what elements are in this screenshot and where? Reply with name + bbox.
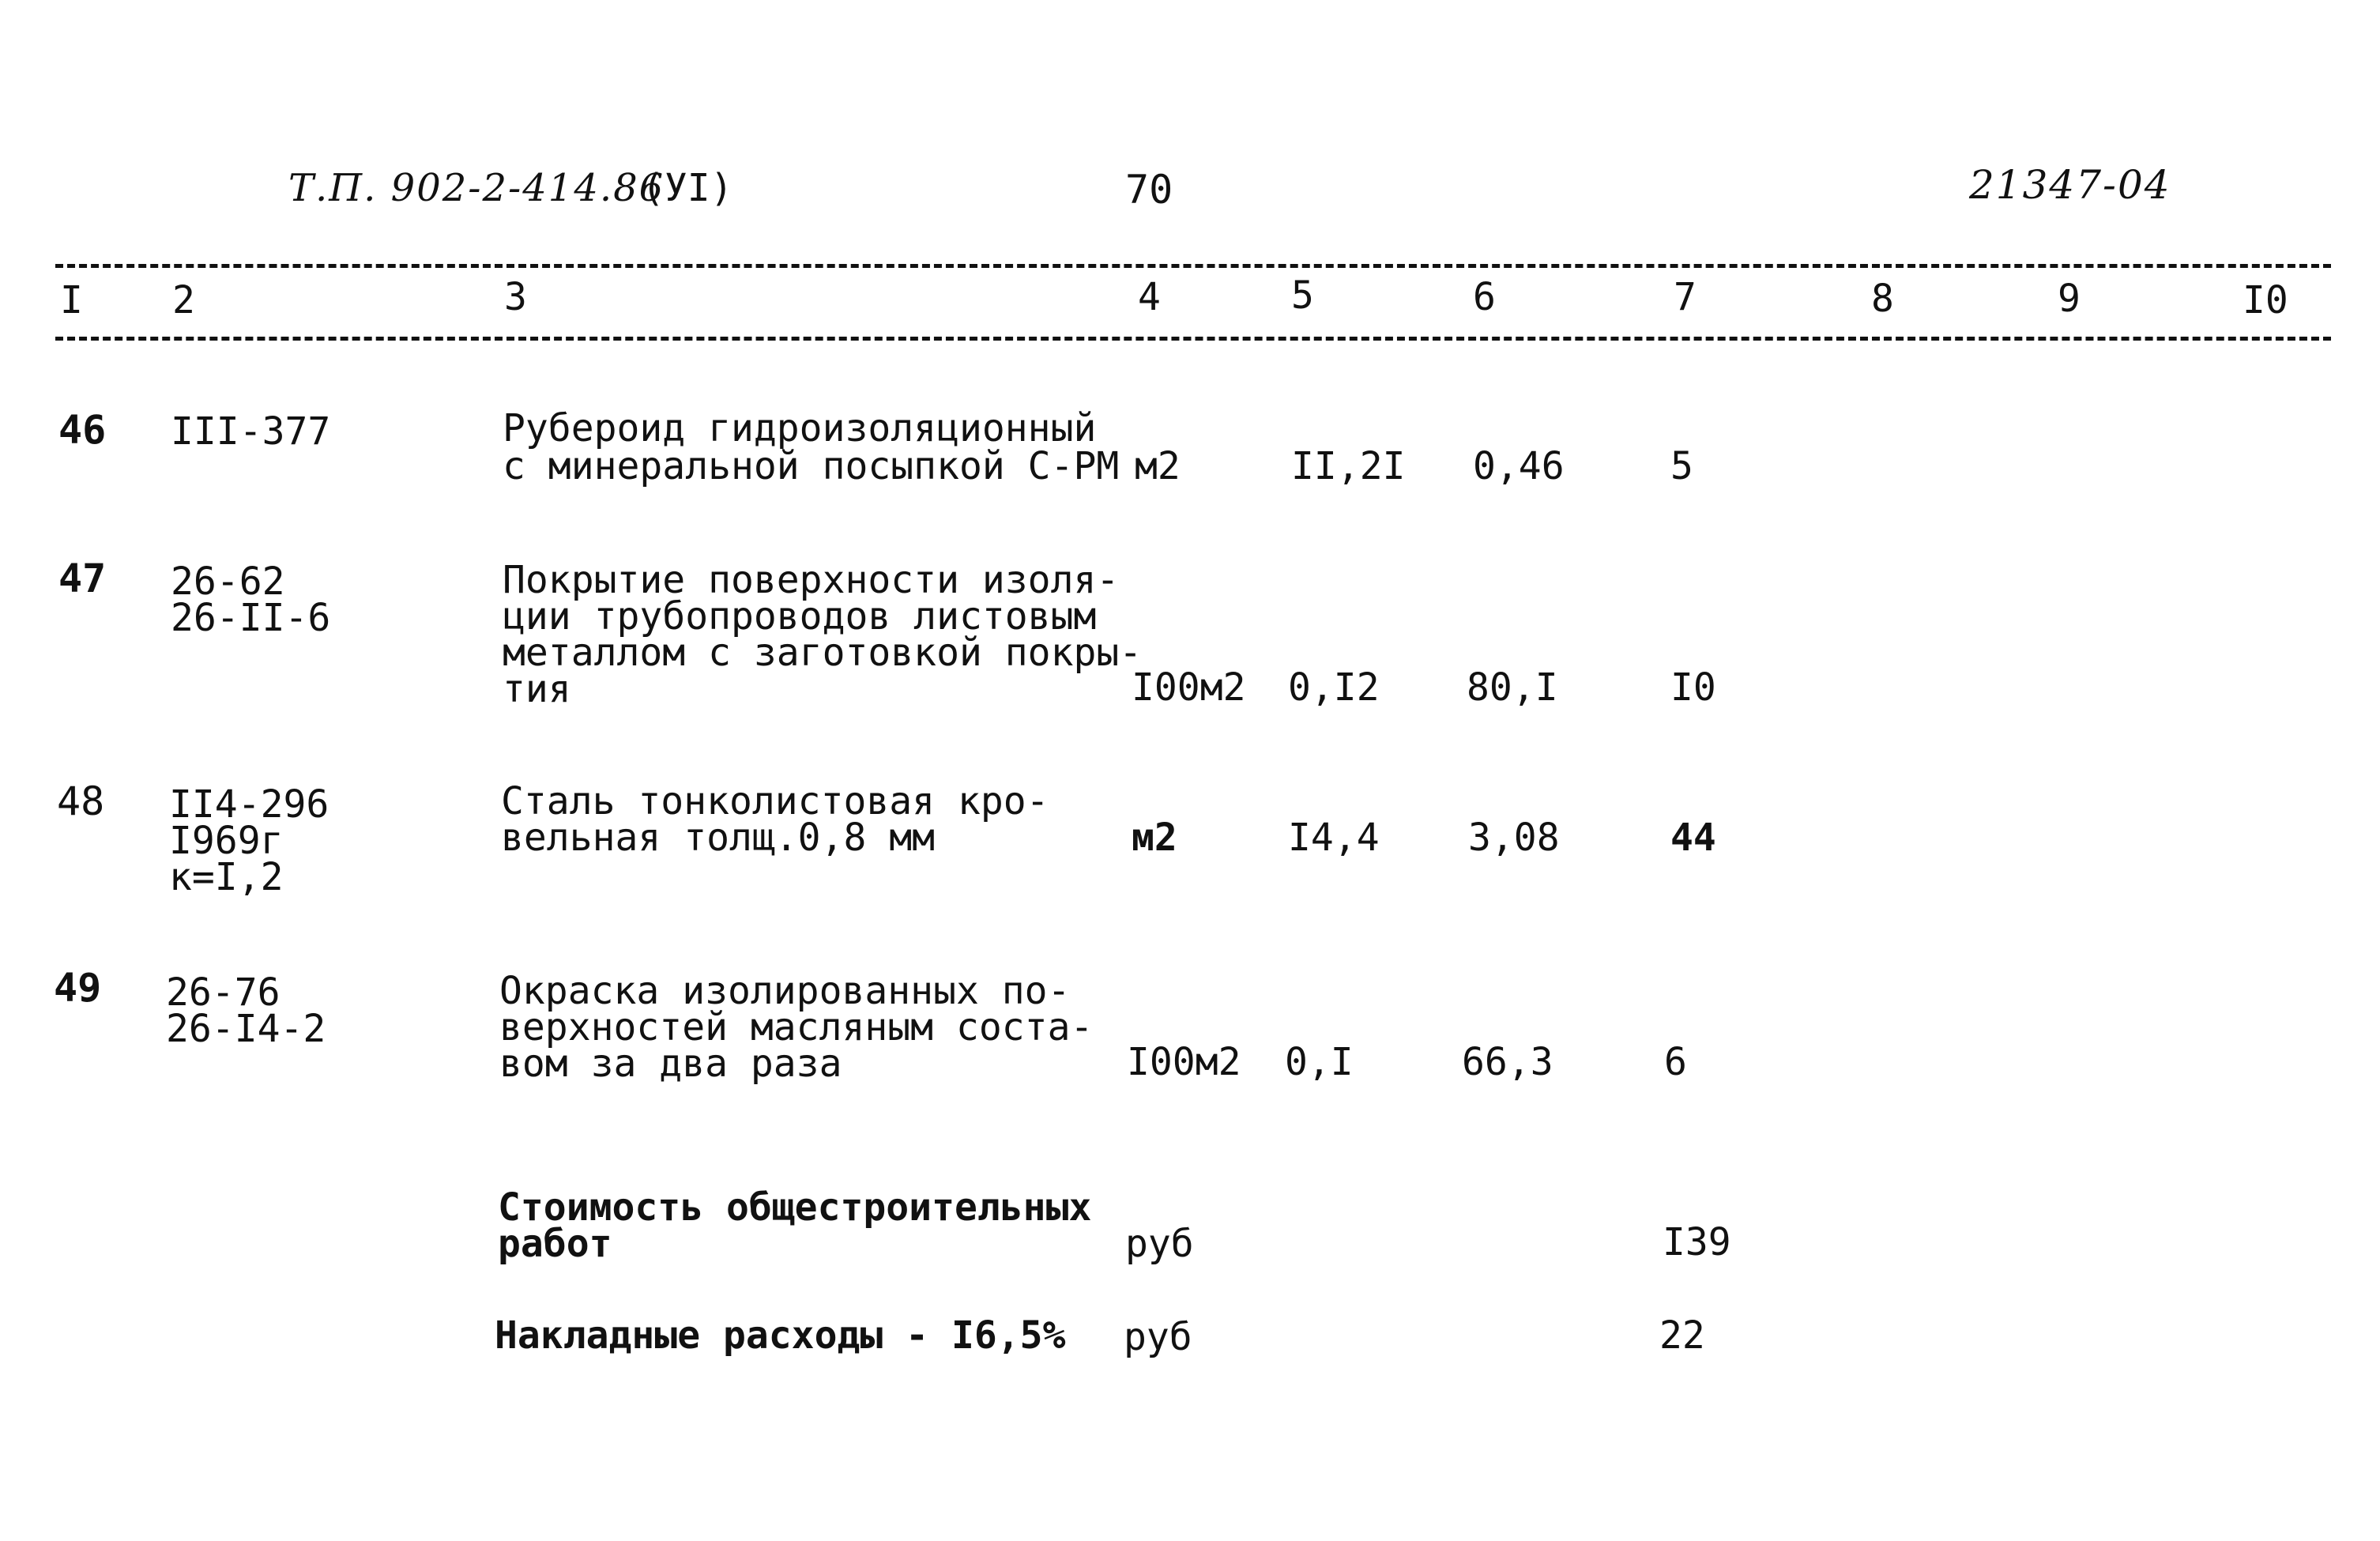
row-number: 49 <box>54 965 102 1011</box>
column-header: 8 <box>1871 277 1894 321</box>
row-total: 5 <box>1670 444 1693 488</box>
summary-total: 22 <box>1659 1313 1705 1358</box>
column-header: 6 <box>1473 275 1496 319</box>
row-description-line: металлом с заготовкой покры- <box>503 631 1143 675</box>
page-number: 70 <box>1125 167 1173 213</box>
row-total: I0 <box>1670 665 1716 710</box>
header-rule-bottom <box>55 337 2331 341</box>
row-unit: м2 <box>1132 816 1177 860</box>
row-code-line: I969г <box>169 819 284 863</box>
row-quantity: 0,I2 <box>1288 665 1380 710</box>
row-description-line: с минеральной посыпкой С-РМ <box>503 444 1120 488</box>
row-unit-price: 3,08 <box>1468 816 1560 860</box>
summary-unit: руб <box>1124 1315 1192 1359</box>
column-header: 4 <box>1138 275 1161 319</box>
column-header: 3 <box>504 275 527 319</box>
row-description-line: верхностей масляным соста- <box>499 1005 1094 1049</box>
column-header: 5 <box>1291 273 1314 318</box>
row-quantity: II,2I <box>1291 444 1406 488</box>
row-description-line: Рубероид гидроизоляционный <box>503 406 1097 450</box>
summary-label-line: работ <box>498 1222 612 1266</box>
row-code-line: II4-296 <box>169 782 330 827</box>
row-description-line: тия <box>503 667 571 711</box>
row-quantity: I4,4 <box>1288 816 1380 860</box>
row-description-line: Покрытие поверхности изоля- <box>503 558 1120 602</box>
row-code-line: 26-I4-2 <box>166 1007 326 1051</box>
document-reference: Т.П. 902-2-414.86 <box>288 166 665 210</box>
column-header: 2 <box>172 278 195 322</box>
column-header: 7 <box>1674 275 1697 319</box>
row-description-line: Сталь тонколистовая кро- <box>501 779 1049 823</box>
row-unit: I00м2 <box>1132 665 1246 710</box>
summary-total: I39 <box>1663 1220 1731 1264</box>
summary-label-line: Стоимость общестроительных <box>498 1185 1092 1230</box>
row-number: 46 <box>58 407 107 453</box>
summary-label-line: Накладные расходы - I6,5% <box>495 1313 1066 1358</box>
row-total: 6 <box>1664 1040 1687 1084</box>
row-unit-price: 80,I <box>1467 665 1558 710</box>
row-code-line: 26-62 <box>171 560 285 604</box>
row-code-line: 26-II-6 <box>171 596 331 640</box>
row-unit-price: 66,3 <box>1462 1040 1553 1084</box>
header-rule-top <box>55 264 2331 268</box>
row-description-line: ции трубопроводов листовым <box>503 594 1097 639</box>
row-code-line: к=I,2 <box>169 855 284 899</box>
document-code: 21347-04 <box>1969 162 2171 208</box>
row-unit: м2 <box>1135 444 1181 488</box>
row-code-line: 26-76 <box>166 970 281 1015</box>
section-label: (УI) <box>642 166 733 210</box>
row-number: 47 <box>58 556 107 601</box>
row-unit: I00м2 <box>1127 1040 1241 1084</box>
row-description-line: вом за два раза <box>499 1042 842 1086</box>
row-description-line: вельная толщ.0,8 мм <box>501 816 936 860</box>
row-description-line: Окраска изолированных по- <box>499 969 1071 1013</box>
row-quantity: 0,I <box>1285 1040 1354 1084</box>
row-total: 44 <box>1670 816 1716 860</box>
column-header: 9 <box>2058 277 2081 321</box>
row-code-line: III-377 <box>171 409 331 454</box>
summary-unit: руб <box>1125 1222 1194 1266</box>
column-header: I0 <box>2243 278 2288 322</box>
row-number: 48 <box>57 778 105 824</box>
column-header: I <box>60 278 83 322</box>
row-unit-price: 0,46 <box>1473 444 1565 488</box>
